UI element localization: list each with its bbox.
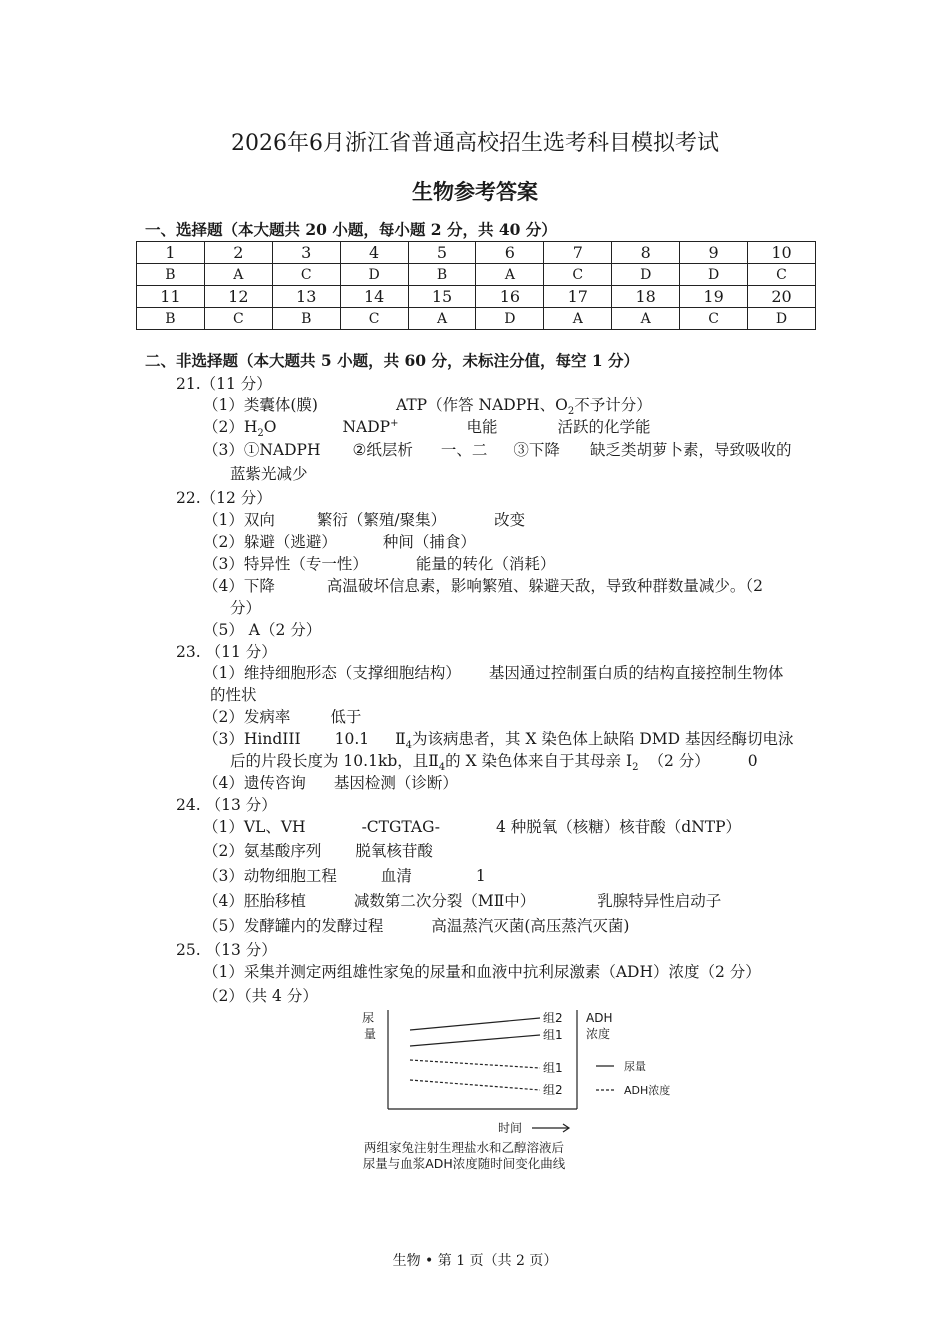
q24-answer-2: （2）氨基酸序列 脱氧核苷酸: [203, 842, 433, 860]
answer-cell: B: [137, 264, 205, 286]
q22-answer-5: （5） A（2 分）: [203, 621, 322, 639]
answer-cell: C: [544, 264, 612, 286]
answer-cell: C: [340, 308, 408, 330]
q24-answer-1: （1）VL、VH -CTGTAG- 4 种脱氧（核糖）核苷酸（dNTP）: [203, 818, 742, 836]
q25-answer-2: （2）（共 4 分）: [203, 987, 318, 1005]
answer-table-number-row: [137, 242, 816, 264]
question-number: 18: [612, 286, 680, 308]
section1-heading: 一、选择题（本大题共 20 小题，每小题 2 分，共 40 分）: [145, 220, 557, 239]
question-number: 20: [748, 286, 816, 308]
series-line-adh-4: [410, 1080, 540, 1090]
answer-cell: A: [544, 308, 612, 330]
answer-cell: D: [340, 264, 408, 286]
series-line-urine-1: [410, 1018, 540, 1030]
y-axis-right-label: ADH 浓度: [586, 1011, 613, 1041]
answer-cell: D: [748, 308, 816, 330]
section2-heading: 二、非选择题（本大题共 5 小题，共 60 分，未标注分值，每空 1 分）: [145, 351, 640, 370]
chart-caption-line1: 两组家兔注射生理盐水和乙醇溶液后: [363, 1140, 565, 1155]
answer-table-answer-row: [137, 264, 816, 286]
q22-answer-1: （1）双向 繁衍（繁殖/聚集） 改变: [203, 511, 526, 529]
question-number: 11: [137, 286, 205, 308]
q23-answer-2: （2）发病率 低于: [203, 708, 362, 726]
series-label-4: 组2: [543, 1083, 563, 1097]
question-number: 15: [408, 286, 476, 308]
q24-answer-3: （3）动物细胞工程 血清 1: [203, 867, 486, 885]
answer-cell: C: [680, 308, 748, 330]
question-number: 14: [340, 286, 408, 308]
legend-urine: 尿量: [624, 1060, 646, 1073]
series-label-2: 组1: [543, 1028, 563, 1042]
q22-answer-3: （3）特异性（专一性） 能量的转化（消耗）: [203, 555, 556, 573]
answer-table: [136, 241, 816, 330]
q25-answer-1: （1）采集并测定两组雄性家兔的尿量和血液中抗利尿激素（ADH）浓度（2 分）: [203, 963, 761, 981]
question-number: 17: [544, 286, 612, 308]
question-number: 5: [408, 242, 476, 264]
answer-cell: C: [272, 264, 340, 286]
q22-answer-4: （4）下降 高温破坏信息素，影响繁殖、躲避天敌，导致种群数量减少。（2: [203, 577, 763, 595]
q24-answer-5: （5）发酵罐内的发酵过程 高温蒸汽灭菌(高压蒸汽灭菌): [203, 917, 630, 935]
question-number: 6: [476, 242, 544, 264]
answer-cell: A: [204, 264, 272, 286]
answer-cell: D: [680, 264, 748, 286]
q23-answer-4: （4）遗传咨询 基因检测（诊断）: [203, 774, 458, 792]
legend-adh: ADH浓度: [624, 1084, 671, 1097]
answer-cell: B: [272, 308, 340, 330]
answer-cell: D: [612, 264, 680, 286]
series-label-1: 组2: [543, 1011, 563, 1025]
q22-answer-4-cont: 分）: [230, 599, 262, 617]
question-number: 7: [544, 242, 612, 264]
question-number: 9: [680, 242, 748, 264]
answer-table-number-row: [137, 286, 816, 308]
answer-cell: D: [476, 308, 544, 330]
q21-answer-3-cont: 蓝紫光减少: [230, 465, 308, 483]
series-label-3: 组1: [543, 1061, 563, 1075]
answer-cell: C: [748, 264, 816, 286]
question-number: 2: [204, 242, 272, 264]
question-number: 3: [272, 242, 340, 264]
q21-label: 21.（11 分）: [176, 375, 272, 393]
series-line-adh-3: [410, 1060, 540, 1068]
question-number: 8: [612, 242, 680, 264]
answer-cell: B: [408, 264, 476, 286]
q21-answer-1: （1）类囊体(膜) ATP（作答 NADPH、$O_2$不予计分）: [203, 396, 652, 418]
q23-answer-1: （1）维持细胞形态（支撑细胞结构） 基因通过控制蛋白质的结构直接控制生物体: [203, 664, 784, 682]
question-number: 1: [137, 242, 205, 264]
question-number: 19: [680, 286, 748, 308]
answer-cell: A: [408, 308, 476, 330]
q21-answer-3: （3）①NADPH ②纸层析 一、二 ③下降 缺乏类胡萝卜素，导致吸收的: [203, 441, 792, 459]
answer-cell: A: [612, 308, 680, 330]
page-footer: 生物 • 第 1 页（共 2 页）: [392, 1253, 558, 1269]
page-title: 2026年6月浙江省普通高校招生选考科目模拟考试: [231, 131, 719, 156]
answer-cell: B: [137, 308, 205, 330]
question-number: 12: [204, 286, 272, 308]
q24-answer-4: （4）胚胎移植 减数第二次分裂（MⅡ中） 乳腺特异性启动子: [203, 892, 722, 910]
question-number: 10: [748, 242, 816, 264]
x-axis-label: 时间: [497, 1121, 523, 1135]
page-subtitle: 生物参考答案: [412, 179, 538, 204]
q22-label: 22.（12 分）: [176, 489, 272, 507]
q23-answer-3-cont: 后的片段长度为 10.1kb，且$Ⅱ_4$的 X 染色体来自于其母亲 $I_2$ （2 分） 0: [230, 752, 758, 774]
q23-label: 23. （11 分）: [176, 643, 277, 661]
question-number: 16: [476, 286, 544, 308]
answer-cell: A: [476, 264, 544, 286]
y-axis-left-label: 尿 量: [362, 1011, 377, 1041]
chart-caption-line2: 尿量与血浆ADH浓度随时间变化曲线: [362, 1156, 566, 1171]
question-number: 13: [272, 286, 340, 308]
series-line-urine-2: [410, 1035, 540, 1046]
q23-answer-1-cont: 的性状: [210, 686, 257, 704]
chart: [340, 1000, 700, 1180]
q24-label: 24. （13 分）: [176, 796, 277, 814]
q23-answer-3: （3）HindIII 10.1 $Ⅱ_4$为该病患者，其 X 染色体上缺陷 DMD 基因经酶切电泳: [203, 730, 794, 752]
q25-label: 25. （13 分）: [176, 941, 277, 959]
answer-table-answer-row: [137, 308, 816, 330]
q21-answer-2: $(2)H_2O$ NADP+ 电能 活跃的化学能: [203, 417, 651, 440]
answer-cell: C: [204, 308, 272, 330]
q22-answer-2: （2）躲避（逃避） 种间（捕食）: [203, 533, 476, 551]
question-number: 4: [340, 242, 408, 264]
